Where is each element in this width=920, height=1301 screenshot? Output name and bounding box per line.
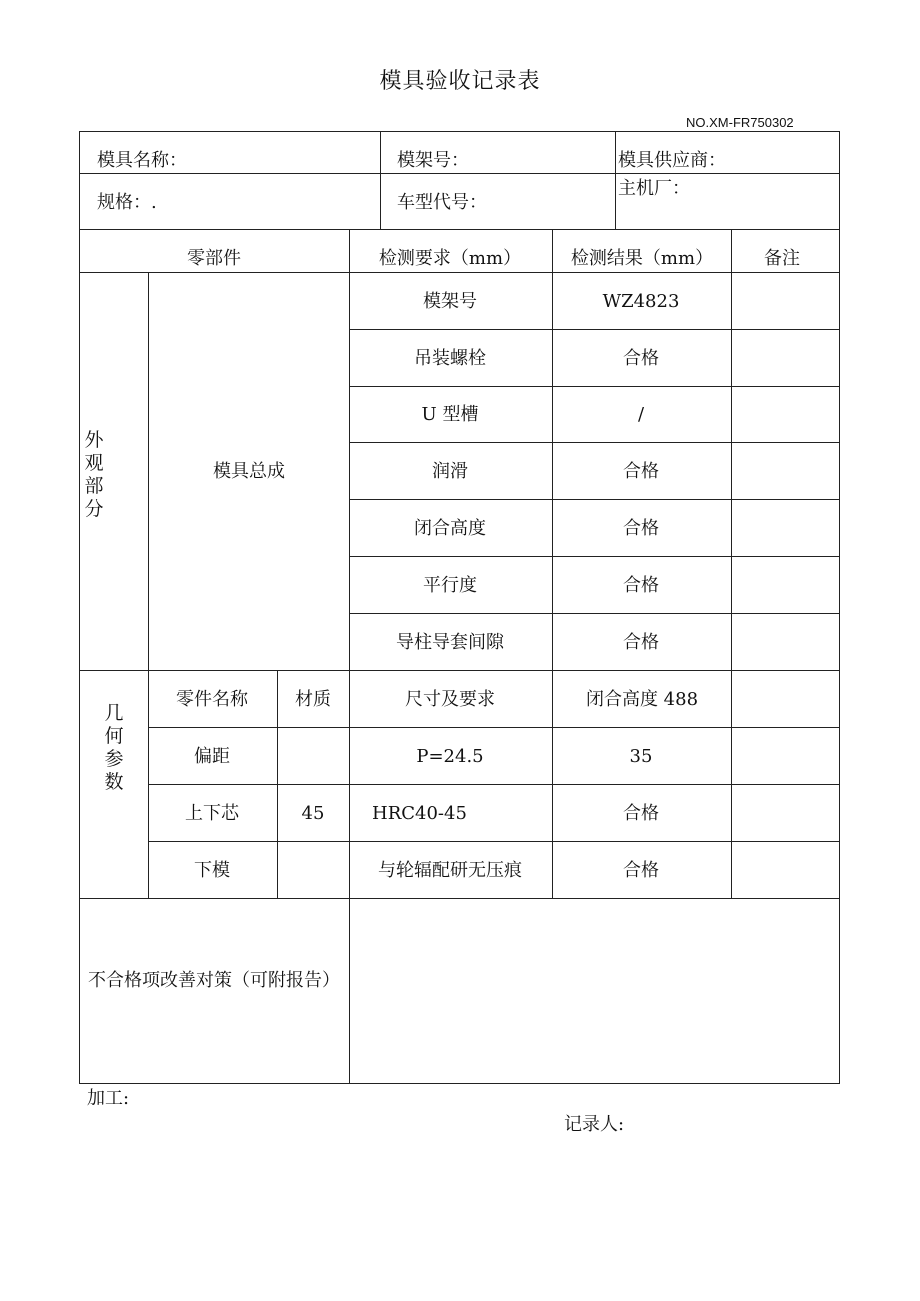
appearance-result: 合格 bbox=[623, 461, 659, 482]
grid-line bbox=[79, 272, 840, 273]
grid-line bbox=[148, 841, 840, 842]
grid-line bbox=[552, 229, 553, 898]
recorder-label: 记录人: bbox=[564, 1114, 625, 1135]
appearance-req: 模架号 bbox=[423, 291, 477, 312]
grid-line bbox=[148, 727, 840, 728]
supplier-label: 模具供应商： bbox=[618, 150, 726, 171]
grid-line bbox=[349, 499, 840, 500]
grid-line bbox=[79, 173, 840, 174]
appearance-req: 吊装螺栓 bbox=[414, 348, 486, 369]
column-header-part: 零部件 bbox=[187, 248, 241, 269]
geometry-section-label: 几何参数 bbox=[104, 702, 124, 793]
column-header-requirement: 检测要求（mm） bbox=[378, 248, 522, 269]
geometry-part-name: 上下芯 bbox=[185, 803, 239, 824]
frame-no-label: 模架号： bbox=[397, 150, 469, 171]
page-title: 模具验收记录表 bbox=[379, 69, 541, 94]
grid-line bbox=[349, 329, 840, 330]
geometry-material: 45 bbox=[301, 803, 325, 824]
nonconformity-label: 不合格项改善对策（可附报告） bbox=[88, 970, 340, 991]
vehicle-code-label: 车型代号： bbox=[397, 192, 487, 213]
geometry-part-name: 下模 bbox=[194, 860, 230, 881]
appearance-result: / bbox=[637, 404, 645, 425]
grid-line bbox=[148, 272, 149, 898]
grid-line bbox=[349, 442, 840, 443]
mold-assembly-label: 模具总成 bbox=[213, 461, 285, 482]
appearance-result: 合格 bbox=[623, 632, 659, 653]
grid-line bbox=[148, 784, 840, 785]
column-header-remark: 备注 bbox=[764, 248, 800, 269]
table-border-right bbox=[839, 131, 840, 1084]
geometry-result: 合格 bbox=[623, 860, 659, 881]
geometry-req: P=24.5 bbox=[416, 746, 484, 767]
appearance-req: 导柱导套间隙 bbox=[396, 632, 504, 653]
table-border-top bbox=[79, 131, 840, 132]
geometry-req: HRC40-45 bbox=[372, 803, 467, 824]
table-border-left bbox=[79, 131, 80, 1084]
appearance-req: 平行度 bbox=[423, 575, 477, 596]
spec-label: 规格：. bbox=[97, 192, 157, 213]
appearance-section-label: 外观部分 bbox=[84, 429, 104, 520]
geometry-header-req: 尺寸及要求 bbox=[405, 689, 495, 710]
grid-line bbox=[277, 670, 278, 898]
processing-label: 加工: bbox=[87, 1088, 130, 1109]
appearance-result: WZ4823 bbox=[602, 291, 680, 312]
mold-name-label: 模具名称： bbox=[97, 150, 187, 171]
grid-line bbox=[79, 229, 840, 230]
column-header-result: 检测结果（mm） bbox=[570, 248, 714, 269]
grid-line bbox=[349, 613, 840, 614]
geometry-result: 合格 bbox=[623, 803, 659, 824]
grid-line bbox=[731, 229, 732, 898]
appearance-req: U 型槽 bbox=[421, 404, 479, 425]
grid-line bbox=[349, 386, 840, 387]
grid-line bbox=[349, 556, 840, 557]
nonconformity-content bbox=[352, 901, 837, 1081]
document-number: NO.XM-FR750302 bbox=[686, 115, 794, 130]
grid-line bbox=[380, 131, 381, 229]
appearance-req: 润滑 bbox=[432, 461, 468, 482]
appearance-result: 合格 bbox=[623, 348, 659, 369]
geometry-req: 与轮辐配研无压痕 bbox=[378, 860, 522, 881]
grid-line bbox=[615, 131, 616, 229]
geometry-header-result: 闭合高度 488 bbox=[585, 689, 699, 710]
table-border-bottom bbox=[79, 1083, 840, 1084]
grid-line bbox=[79, 670, 840, 671]
geometry-part-name: 偏距 bbox=[194, 746, 230, 767]
appearance-req: 闭合高度 bbox=[414, 518, 486, 539]
appearance-result: 合格 bbox=[623, 518, 659, 539]
appearance-result: 合格 bbox=[623, 575, 659, 596]
grid-line bbox=[79, 898, 840, 899]
oem-label: 主机厂： bbox=[618, 178, 690, 199]
geometry-header-material: 材质 bbox=[295, 689, 331, 710]
geometry-result: 35 bbox=[629, 746, 653, 767]
grid-line bbox=[349, 229, 350, 1084]
geometry-header-name: 零件名称 bbox=[176, 689, 248, 710]
